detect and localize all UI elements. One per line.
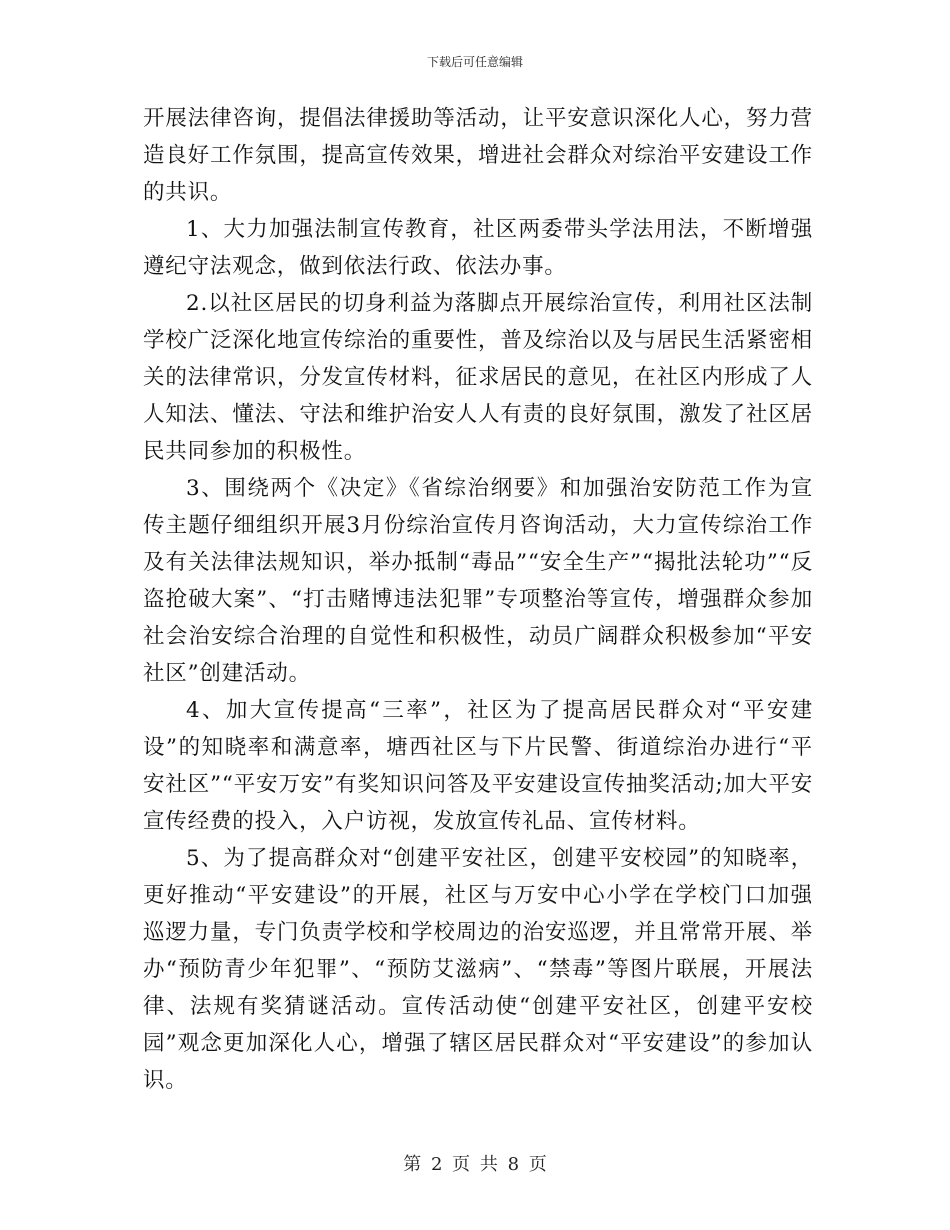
document-body: [143, 100, 813, 1099]
paragraph-item-5: 5、为了提高群众对“创建平安社区，创建平安校园”的知晓率，更好推动“平安建设”的开展，社区与万安中心小学在学校门口加强巡逻力量，专门负责学校和学校周边的治安巡逻，并且常常开展、举办“预防青少年犯罪”、“预防艾滋病”、“禁毒”等图片联展，开展法律、法规有奖猜谜活动。宣传活动使“创建平安社区，创建平安校园”观念更加深化人心，增强了辖区居民群众对“平安建设”的参加认识。: [143, 846, 813, 1093]
page-number: 第 2 页 共 8 页: [403, 1154, 547, 1175]
paragraph-item-3: 3、围绕两个《决定》《省综治纲要》和加强治安防范工作为宣传主题仔细组织开展3月份综治宣传月咨询活动，大力宣传综治工作及有关法律法规知识，举办抵制“毒品”“安全生产”“揭批法轮功”“反盗抢破大案”、“打击赌博违法犯罪”专项整治等宣传，增强群众参加社会治安综合治理的自觉性和积极性，动员广阔群众积极参加“平安社区”创建活动。: [143, 476, 813, 686]
paragraph-item-4: 4、加大宣传提高“三率”，社区为了提高居民群众对“平安建设”的知晓率和满意率，塘西社区与下片民警、街道综治办进行“平安社区”“平安万安”有奖知识问答及平安建设宣传抽奖活动;加大平安宣传经费的投入，入户访视，发放宣传礼品、宣传材料。: [143, 698, 813, 834]
page-header-note: 下载后可任意编辑: [426, 55, 523, 69]
paragraph-intro: 开展法律咨询，提倡法律援助等活动，让平安意识深化人心，努力营造良好工作氛围，提高宣传效果，增进社会群众对综治平安建设工作的共识。: [143, 106, 813, 205]
paragraph-item-1: 1、大力加强法制宣传教育，社区两委带头学法用法，不断增强遵纪守法观念，做到依法行政、依法办事。: [143, 217, 813, 279]
paragraph-item-2: 2.以社区居民的切身利益为落脚点开展综治宣传，利用社区法制学校广泛深化地宣传综治的重要性，普及综治以及与居民生活紧密相关的法律常识，分发宣传材料，征求居民的意见，在社区内形成了人人知法、懂法、守法和维护治安人人有责的良好氛围，激发了社区居民共同参加的积极性。: [143, 291, 813, 464]
